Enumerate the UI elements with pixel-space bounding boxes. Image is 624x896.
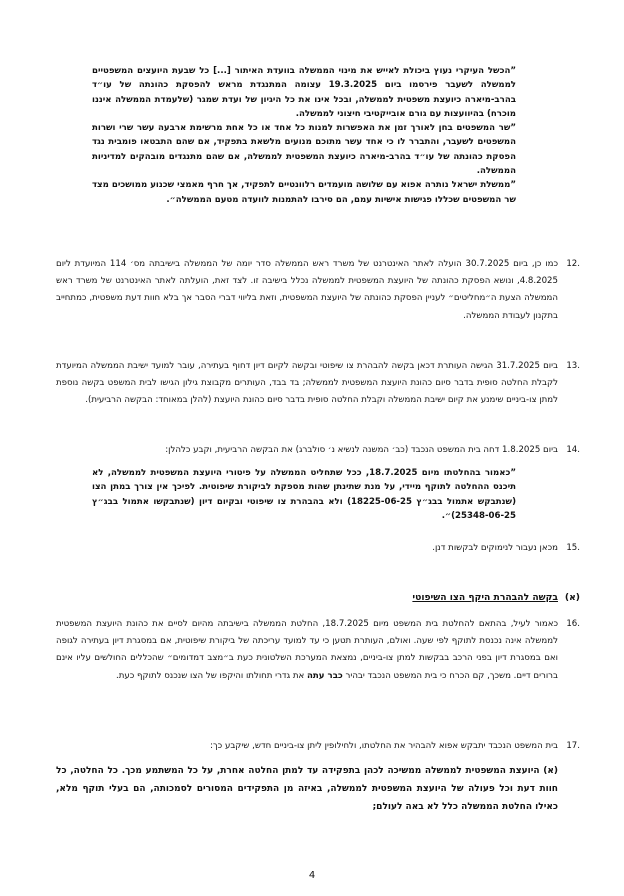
paragraph-text: מכאן נעבור לנימוקים לבקשות דנן. [432, 543, 558, 553]
paragraph-14 [56, 442, 580, 459]
paragraph-12 [56, 256, 580, 325]
paragraph-number: 13. [566, 361, 580, 371]
heading-number: (א) [564, 592, 580, 603]
section-heading [56, 592, 580, 603]
court-quote [92, 466, 516, 523]
paragraph-16 [56, 616, 580, 685]
paragraph-number: 17. [566, 741, 580, 751]
quote-block-government [92, 64, 516, 207]
order-text: (א) היועצת המשפטית לממשלה ממשיכה לכהן בתפקידה עד למתן החלטה אחרת, על כל המשתמע מכך. כל החלטה, כל חוות דעת וכל פעולה של היועצת המשפטית לממשלה, באיזה מן התפקידים המסורים לסמכותה, הם בעלי תוקף מלא, כאילו החלטת הממשלה כלל לא באה לעולם; [56, 766, 558, 813]
text-segment: כאמור לעיל, בהתאם להחלטת בית המשפט מיום 18.7.2025, החלטת הממשלה בישיבתה מהיום לסיים את כהונת היועצת המשפטית לממשלה אינה נכנסת לתוקף לפי שעה. ואולם, העותרת תטען כי עד למועד עריכתה של ביקורת שיפוטית, אם במסגרת דיון בעתירה לגופה ואם במסגרת דיון בפני הרכב בבקשות למתן צו-ביניים, נמצאת המערכת השלטונית כעת ב״מצב דמדומים״ שהכללים החולשים עליו אינם ברורים דיים. משכך, קם הכרח כי בית המשפט הנכבד יבהיר [56, 619, 558, 681]
paragraph-number: 16. [566, 619, 580, 629]
paragraph-text: ביום 31.7.2025 הגישה העותרת דכאן בקשה להבהרת צו שיפוטי ובקשה לקיום דיון דחוף בעתירה, עובר למועד ישיבת הממשלה המיועדת לקבלת החלטה סופית בדבר סיום כהונת היועצת המשפטית לממשלה; בד בבד, העותרים מקבוצת גילון הגישו לבית המשפט בקשה נוספת למתן צו-ביניים שימנע את קיום ישיבת הממשלה וקבלת החלטה סופית בדבר סיום כהונת היועצת (להלן במאוחד: הבקשה הרביעית). [56, 361, 559, 406]
text-segment: את גדרי תחולתו והיקפו של הצו שנכנס לתוקף כעת. [115, 670, 308, 681]
page-number: 4 [308, 870, 316, 881]
paragraph-15 [56, 540, 580, 557]
paragraph-number: 14. [566, 445, 580, 455]
quote-paragraph: ”ממשלת ישראל נותרה אפוא עם שלושה מועמדים רלוונטיים לתפקיד, אך חרף מאמצי שכנוע ממושכים מצד שר המשפטים שכללו פגישות אישיות עמם, הם סירבו להתמנות לוועדה מטעם הממשלה״. [92, 180, 516, 205]
paragraph-number: 15. [566, 543, 580, 553]
paragraph-text: בית המשפט הנכבד יתבקש אפוא להבהיר את החלטתו, ולחילופין ליתן צו-ביניים חדש, שיקבע כך: [210, 741, 558, 751]
quote-paragraph: ”שר המשפטים בחן לאורך זמן את האפשרות למנות כל אחד או כל אחת מרשימת ארבעה עשר שרי ושרות המשפטים לשעבר, והתברר לו כי אחד עשר מתוכם מנועים מלשאת בתפקיד, אם שהם התבטאו פומבית נגד הפסקת כהונתה של עו״ד בהרב-מיארה כיועצת המשפטית לממשלה, אם שהם מתנגדים מובהקים למדיניות הממשלה. [92, 123, 516, 177]
quote-paragraph: ”הכשל העיקרי נעוץ ביכולת לאייש את מינוי הממשלה בוועדת האיתור [...] כל שבעת היועצים המשפטיים לממשלה לשעבר פירסמו ביום 19.3.2025 עצומה המתנגדת מראש להפסקת כהונתה של עו״ד בהרב-מיארה כיועצת משפטית לממשלה, ובכל אינו את כל היגיון של ועדת שמגר (שלעמדת הממשלה איננו מוכרח) בהיוועצות עם גורם אובייקטיבי חיצוני לממשלה. [92, 66, 516, 119]
paragraph-number: 12. [566, 259, 580, 269]
quote-paragraph: ”כאמור בהחלטתו מיום 18.7.2025, ככל שתחליט הממשלה על פיטורי היועצת המשפטית לממשלה, לא תיכנס ההחלטה לתוקף מיידי, על מנת שתינתן שהות מספקת לביקורת שיפוטית. לפיכך אין צורך במתן הצו (שנתבקש אתמול בבג״ץ 18225-06-25) ולא בהבהרת צו שיפוטי ובקיום דיון (שנתבקשו אתמול בבג״ץ 25348-06-25)״. [92, 468, 516, 521]
paragraph-text: כמו כן, ביום 30.7.2025 הועלה לאתר האינטרנט של משרד ראש הממשלה סדר יומה של הממשלה בישיבתה מס׳ 114 המיועדת ליום 4.8.2025, ונושא הפסקת כהונתה של היועצת המשפטית לממשלה נכלל בישיבה זו. לצד זאת, הועלתה לאתר האינטרנט של משרד ראש הממשלה הצעת ה״מחליטים״ לעניין הפסקת כהונתה של היועצת המשפטית, וזאת בליווי דברי הסבר אך בלא חוות דעת משפטית, כמתחייב בתקנון לעבודת הממשלה. [56, 259, 558, 321]
paragraph-17 [56, 738, 580, 755]
paragraph-13 [56, 358, 580, 410]
emphasis-text: כבר עתה [307, 670, 343, 681]
heading-text: בקשה להבהרת היקף הצו השיפוטי [412, 592, 558, 603]
paragraph-text: ביום 1.8.2025 דחה בית המשפט הנכבד (כב׳ המשנה לנשיא נ׳ סולברג) את הבקשה הרביעית, וקבע כלהלן: [165, 445, 558, 455]
paragraph-text [56, 616, 558, 685]
requested-order-a [56, 762, 558, 817]
